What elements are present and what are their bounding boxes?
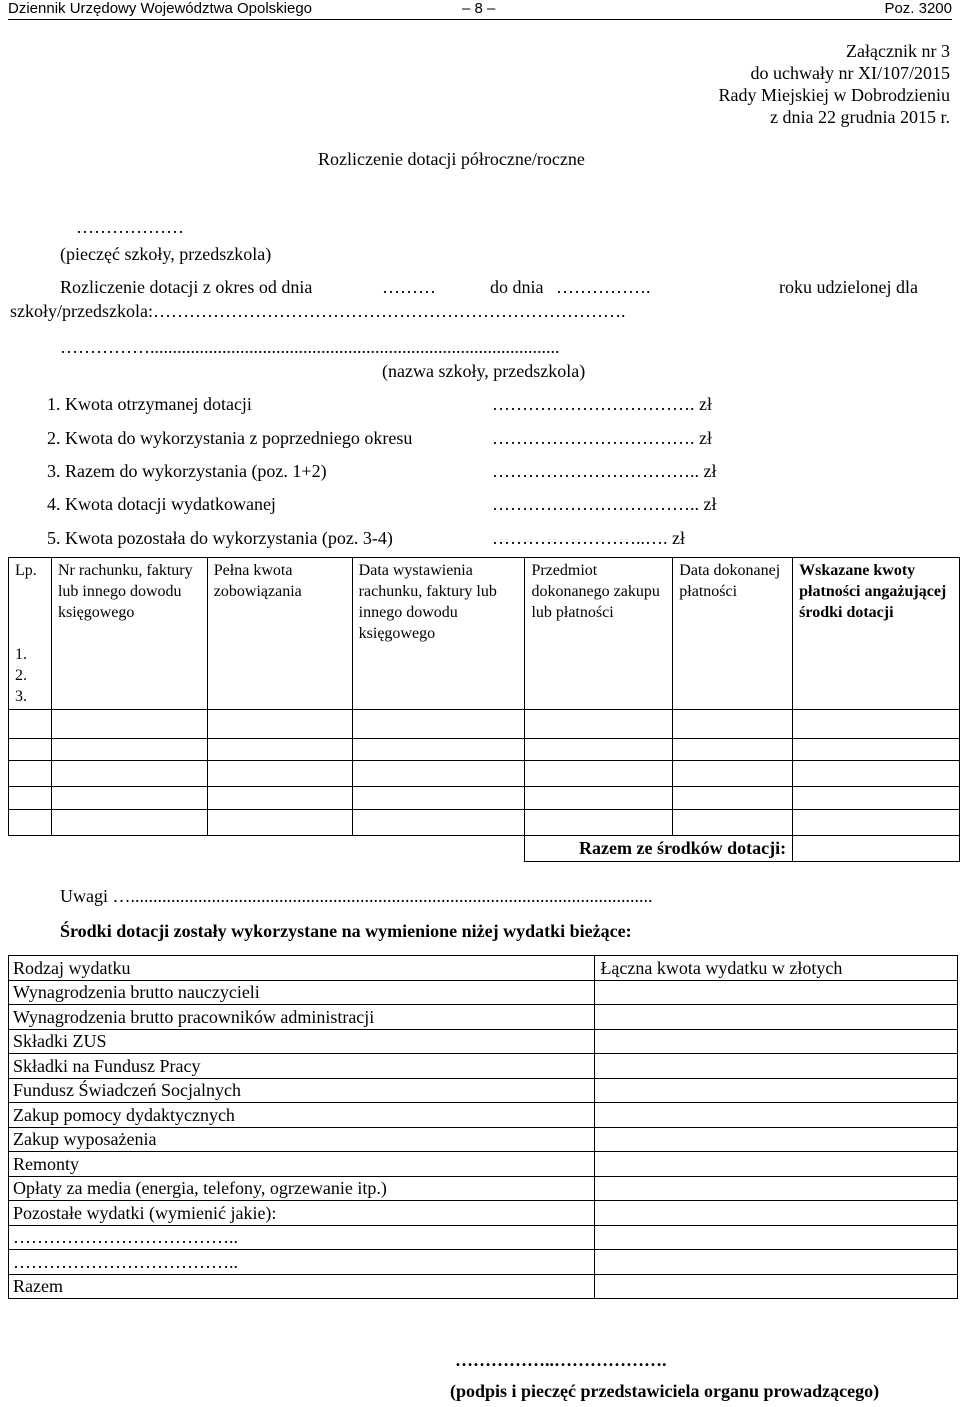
expense-type-header: Rodzaj wydatku	[9, 956, 595, 981]
signature-label: (podpis i pieczęć przedstawiciela organu prowadzącego)	[450, 1381, 880, 1401]
expense-row	[9, 1127, 958, 1152]
header-rule	[8, 19, 952, 20]
expense-type: Wynagrodzenia brutto pracowników administracji	[9, 1005, 595, 1030]
remarks-line: Uwagi …....................................................................................................................	[60, 886, 653, 906]
column-header: Pełna kwota zobowiązania	[207, 558, 352, 710]
expense-amount	[595, 1152, 958, 1177]
expense-row	[9, 980, 958, 1005]
expense-amount	[595, 1274, 958, 1299]
school-name-dots: ……………...........................................................................................	[60, 337, 560, 357]
expense-row	[9, 1005, 958, 1030]
column-header: Wskazane kwoty płatności angażującej środki dotacji	[793, 558, 960, 710]
expense-row	[9, 1103, 958, 1128]
expense-amount	[595, 1225, 958, 1250]
lp-number: 2.	[15, 667, 27, 684]
signature-dots: ……………..……………….	[455, 1350, 667, 1370]
attachment-line: Załącznik nr 3	[846, 41, 950, 61]
period-text-start: Rozliczenie dotacji z okres od dnia	[60, 277, 313, 297]
period-date-from: ………	[382, 277, 436, 297]
table-row	[9, 739, 960, 761]
expense-row	[9, 1225, 958, 1250]
expenses-table	[8, 955, 958, 1299]
amount-value: …………………………….. zł	[492, 494, 717, 514]
attachment-info	[719, 40, 950, 128]
expense-row	[9, 1054, 958, 1079]
expense-row	[9, 1078, 958, 1103]
lp-column	[9, 558, 52, 710]
column-header: Przedmiot dokonanego zakupu lub płatności	[525, 558, 673, 710]
page-number: – 8 –	[462, 0, 496, 17]
expense-type: Opłaty za media (energia, telefony, ogrzewanie itp.)	[9, 1176, 595, 1201]
expense-row	[9, 1201, 958, 1226]
period-text-end: roku udzielonej dla	[779, 277, 918, 297]
amount-label: 4. Kwota dotacji wydatkowanej	[47, 494, 276, 514]
table-header-row	[9, 558, 960, 710]
total-row	[9, 836, 960, 862]
amount-label: 3. Razem do wykorzystania (poz. 1+2)	[47, 461, 327, 481]
table-row	[9, 761, 960, 787]
total-value-cell	[793, 836, 960, 862]
expense-row	[9, 1152, 958, 1177]
expense-amount	[595, 1005, 958, 1030]
column-header: Nr rachunku, faktury lub innego dowodu księgowego	[51, 558, 207, 710]
expense-type: Składki ZUS	[9, 1029, 595, 1054]
expense-amount-header: Łączna kwota wydatku w złotych	[595, 956, 958, 981]
expense-type: ………………………………..	[9, 1225, 595, 1250]
expenses-heading: Środki dotacji zostały wykorzystane na wymienione niżej wydatki bieżące:	[60, 921, 632, 941]
expense-row	[9, 1250, 958, 1275]
expense-amount	[595, 1078, 958, 1103]
column-header: Data wystawienia rachunku, faktury lub innego dowodu księgowego	[352, 558, 525, 710]
expense-type: Składki na Fundusz Pracy	[9, 1054, 595, 1079]
amount-label: 5. Kwota pozostała do wykorzystania (poz. 3-4)	[47, 528, 393, 548]
period-date-to: …………….	[556, 277, 651, 297]
school-name-label: (nazwa szkoły, przedszkola)	[382, 361, 586, 381]
expense-type: Wynagrodzenia brutto nauczycieli	[9, 980, 595, 1005]
column-header: Data dokonanej płatności	[673, 558, 793, 710]
expense-amount	[595, 1127, 958, 1152]
expense-row	[9, 1029, 958, 1054]
amount-label: 1. Kwota otrzymanej dotacji	[47, 394, 252, 414]
expense-amount	[595, 1250, 958, 1275]
lp-number: 1.	[15, 646, 27, 663]
expense-row	[9, 1176, 958, 1201]
attachment-line: do uchwały nr XI/107/2015	[750, 63, 950, 83]
position-number: Poz. 3200	[884, 0, 952, 17]
amount-label: 2. Kwota do wykorzystania z poprzedniego okresu	[47, 428, 413, 448]
school-name-line: szkoły/przedszkola:…………………………………………………………………….	[10, 301, 626, 321]
expense-total-row	[9, 1274, 958, 1299]
amount-value: …………………………….. zł	[492, 461, 717, 481]
expense-type: Zakup pomocy dydaktycznych	[9, 1103, 595, 1128]
amount-value: ……………………………. zł	[492, 394, 712, 414]
payments-table	[8, 557, 960, 862]
table-row	[9, 787, 960, 810]
expense-type: Zakup wyposażenia	[9, 1127, 595, 1152]
expenses-header-row	[9, 956, 958, 981]
stamp-label: (pieczęć szkoły, przedszkola)	[60, 244, 272, 264]
stamp-dots: ………………	[76, 217, 184, 237]
amount-value: ……………………………. zł	[492, 428, 712, 448]
attachment-line: z dnia 22 grudnia 2015 r.	[770, 107, 950, 127]
table-row	[9, 710, 960, 739]
table-row	[9, 810, 960, 836]
expense-type: Razem	[9, 1274, 595, 1299]
attachment-line: Rady Miejskiej w Dobrodzieniu	[718, 85, 950, 105]
lp-number: 3.	[15, 688, 27, 705]
expense-type: Fundusz Świadczeń Socjalnych	[9, 1078, 595, 1103]
expense-amount	[595, 1176, 958, 1201]
expense-amount	[595, 1103, 958, 1128]
journal-name: Dziennik Urzędowy Województwa Opolskiego	[8, 0, 313, 17]
document-title: Rozliczenie dotacji półroczne/roczne	[318, 149, 585, 169]
expense-amount	[595, 1201, 958, 1226]
expense-amount	[595, 1054, 958, 1079]
expense-type: ………………………………..	[9, 1250, 595, 1275]
expense-type: Pozostałe wydatki (wymienić jakie):	[9, 1201, 595, 1226]
expense-type: Remonty	[9, 1152, 595, 1177]
total-label: Razem ze środków dotacji:	[525, 836, 793, 862]
expense-amount	[595, 980, 958, 1005]
expense-amount	[595, 1029, 958, 1054]
amount-value: ……………………..…. zł	[492, 528, 685, 548]
period-text-to: do dnia	[490, 277, 544, 297]
lp-header: Lp.	[15, 562, 37, 579]
